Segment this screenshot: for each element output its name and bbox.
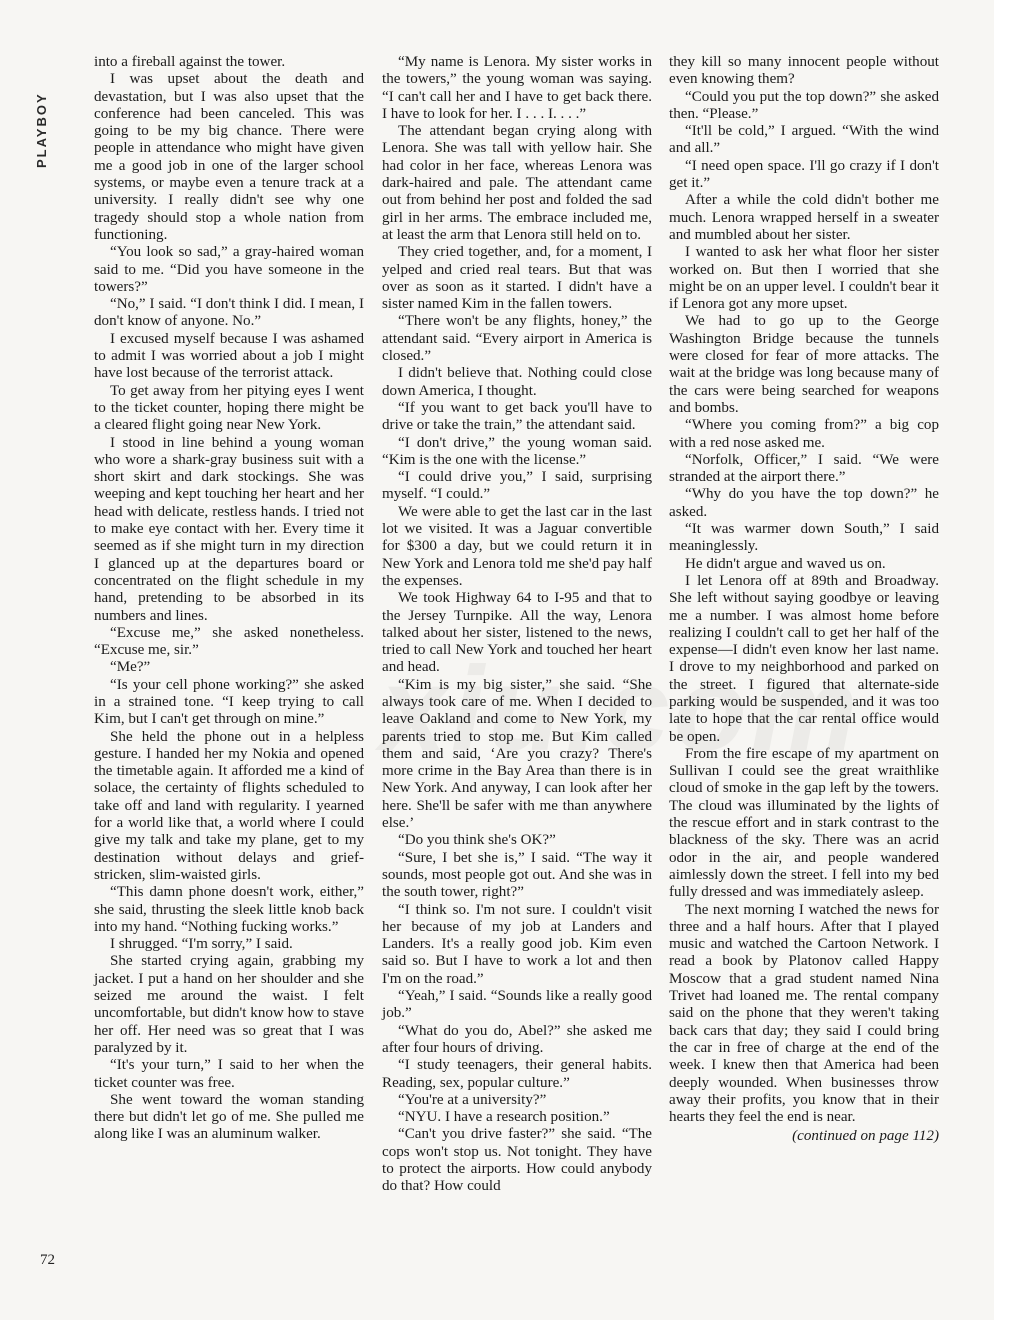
paragraph: “It's your turn,” I said to her when the ticket counter was free.	[94, 1057, 364, 1091]
paragraph: They cried together, and, for a moment, I yelped and cried real tears. But that was over as soon as it started. I didn't have a sister named Kim in the fallen towers.	[382, 244, 652, 313]
paragraph: “Why do you have the top down?” he asked.	[669, 486, 939, 520]
paragraph: I shrugged. “I'm sorry,” I said.	[110, 936, 293, 953]
paragraph: “It was warmer down South,” I said meaninglessly.	[669, 521, 939, 555]
paragraph: After a while the cold didn't bother me much. Lenora wrapped herself in a sweater and mumbled about her sister.	[669, 192, 939, 243]
paragraph: I excused myself because I was ashamed to admit I was worried about a job I might have lost because of the terrorist attack.	[94, 330, 364, 382]
paragraph: “I could drive you,” I said, surprising myself. “I could.”	[382, 469, 652, 503]
paragraph: into a fireball against the tower.	[94, 54, 286, 70]
paragraph: “NYU. I have a research position.”	[398, 1109, 610, 1126]
paragraph: “I need open space. I'll go crazy if I don't get it.”	[669, 157, 939, 192]
paragraph: The attendant began crying along with Lenora. She was tall with yellow hair. She had color in her face, whereas Lenora was dark-haired and pale. The attendant came out from behind her post and folded the sad girl in her arms. The embrace included me, at least the arm that Lenora still held on to.	[382, 123, 652, 243]
continued-note: (continued on page 112)	[792, 1128, 939, 1145]
paragraph: “Can't you drive faster?” she said. “The cops won't stop us. Not tonight. They have to protect the airports. How could anybody do that? How could	[382, 1126, 652, 1195]
paragraph: I let Lenora off at 89th and Broadway. She left without saying goodbye or leaving me a number. I was almost home before realizing I couldn't call to get her half of the expense—I didn't even know her last name. I drove to my neighborhood and parked on the street. I figured that alternate-side parking would be suspended, and it was too late to hope that the car rental office would be open.	[669, 572, 939, 745]
paragraph: “There won't be any flights, honey,” the attendant said. “Every airport in America is closed.”	[382, 313, 652, 365]
paragraph: “Sure, I bet she is,” I said. “The way it sounds, most people got out. And she was in the south tower, right?”	[382, 849, 652, 901]
paragraph: “Me?”	[110, 659, 151, 676]
paragraph: She started crying again, grabbing my jacket. I put a hand on her shoulder and she seized me around the waist. I felt uncomfortable, but didn't know how to stave her off. Her need was so great that I was paralyzed by it.	[94, 953, 364, 1056]
paragraph: She held the phone out in a helpless gesture. I handed her my Nokia and opened the timetable again. It afforded me a kind of solace, the certainty of flights scheduled to take off and land with regularity. I yearned for a world like that, a world where I could give my talk and take my plane, get to my destination without delays and grief-stricken, slim-waisted girls.	[94, 728, 364, 883]
paragraph: “No,” I said. “I don't think I did. I mean, I don't know of anyone. No.”	[94, 296, 364, 330]
paragraph: “If you want to get back you'll have to drive or take the train,” the attendant said.	[382, 399, 652, 434]
paragraph: I stood in line behind a young woman who wore a shark-gray business suit with a short skirt and dark stockings. She was weeping and kept touching her heart and her head with delicate, restless hands. I tried not to make eye contact with her. Every time it seemed as if she might turn in my direction I glanced up at the departures board or concentrated on the flight schedule in my hand, pretending to be absorbed in its numbers and lines.	[94, 434, 364, 624]
text-column-3	[669, 54, 939, 1146]
paragraph: “Kim is my big sister,” she said. “She always took care of me. When I decided to leave Oakland and come to New York, my parents tried to stop me. But Kim called them and said, ‘Are you crazy? There's more crime in the Bay Area than there is in New York. And anyway, I can look after her here. She'll be safer with me than anywhere else.’	[382, 676, 652, 832]
paragraph: “I don't drive,” the young woman said. “Kim is the one with the license.”	[382, 434, 652, 468]
paragraph: “Excuse me,” she asked nonetheless. “Excuse me, sir.”	[94, 624, 364, 659]
paragraph: “Norfolk, Officer,” I said. “We were stranded at the airport there.”	[669, 451, 939, 486]
paragraph: “I think so. I'm not sure. I couldn't visit her because of my job at Landers and Landers. It's a really good job. Kim even said so. But I have to work a lot and then I'm on the road.”	[382, 901, 652, 987]
paragraph: “It'll be cold,” I argued. “With the wind and all.”	[669, 123, 939, 157]
paragraph: “Is your cell phone working?” she asked in a strained tone. “I keep trying to call Kim, but I can't get through on mine.”	[94, 676, 364, 728]
paragraph: “You're at a university?”	[398, 1091, 547, 1108]
paragraph: To get away from her pitying eyes I went to the ticket counter, hoping there might be a cleared flight going near New York.	[94, 382, 364, 434]
paragraph: I didn't believe that. Nothing could close down America, I thought.	[382, 365, 652, 399]
paragraph: “Yeah,” I said. “Sounds like a really good job.”	[382, 988, 652, 1022]
paragraph: “I study teenagers, their general habits. Reading, sex, popular culture.”	[382, 1057, 652, 1091]
paragraph: “What do you do, Abel?” she asked me after four hours of driving.	[382, 1022, 652, 1056]
paragraph: He didn't argue and waved us on.	[685, 555, 886, 572]
paragraph: I wanted to ask her what floor her sister worked on. But then I worried that she might be on an upper level. I couldn't bear it if Lenora got any more upset.	[669, 244, 939, 313]
paragraph: “This damn phone doesn't work, either,” she said, thrusting the sleek little knob back into my hand. “Nothing fucking works.”	[94, 884, 364, 935]
paragraph: We were able to get the last car in the last lot we visited. It was a Jaguar convertible for $300 a day, but we could return it in New York and Lenora told me she'd pay half the expenses.	[382, 503, 652, 589]
paragraph: From the fire escape of my apartment on Sullivan I could see the great wraithlike cloud of smoke in the gap left by the towers. The cloud was illuminated by the lights of the rescue effort and in stark contrast to the blackness of the sky. There was an acrid odor in the air, and people wandered aimlessly down the street. I fell into my bed fully dressed and was immediately asleep.	[669, 745, 939, 901]
paragraph: We had to go up to the George Washington Bridge because the tunnels were closed for fear of more attacks. The wait at the bridge was long because many of the cars were being searched for weapons and bombs.	[669, 313, 939, 416]
paragraph: they kill so many innocent people without even knowing them?	[669, 54, 939, 88]
paragraph: The next morning I watched the news for three and a half hours. After that I played music and watched the Cartoon Network. I read a book by Platonov called Happy Moscow that a grad student named Nina Trivet had loaned me. The rental company said on the phone that they weren't taking back cars that day; they said I could bring the car in free of charge at the end of the week. I knew then that America had been deeply wounded. When businesses throw away their profits, you know that in their hearts they feel the end is near.	[669, 901, 939, 1126]
text-column-1	[94, 54, 364, 1144]
paragraph: “My name is Lenora. My sister works in the towers,” the young woman was saying. “I can't call her and I have to get back there. I have to look for her. I . . . I. . . .”	[382, 54, 652, 122]
paragraph: “Could you put the top down?” she asked then. “Please.”	[669, 88, 939, 122]
paragraph: “Where you coming from?” a big cop with a red nose asked me.	[669, 417, 939, 451]
page-number: 72	[40, 1252, 55, 1268]
paragraph: I was upset about the death and devastation, but I was also upset that the conference had been canceled. This was going to be my big chance. There were people in attendance who might have given me a good job in one of the larger school systems, or maybe even a tenure track at a university. I really didn't see why one tragedy should stop a whole nation from functioning.	[94, 71, 364, 243]
paragraph: “Do you think she's OK?”	[398, 832, 556, 849]
paragraph: “You look so sad,” a gray-haired woman said to me. “Did you have someone in the towers?”	[94, 244, 364, 295]
paragraph: She went toward the woman standing there but didn't let go of me. She pulled me along like I was an aluminum walker.	[94, 1091, 364, 1143]
paragraph: We took Highway 64 to I-95 and that to the Jersey Turnpike. All the way, Lenora talked about her sister, listened to the news, tried to call New York and touched her heart and head.	[382, 590, 652, 676]
magazine-running-head: PLAYBOY	[34, 92, 49, 168]
page-edge	[994, 0, 1020, 1320]
text-column-2	[382, 54, 652, 1196]
